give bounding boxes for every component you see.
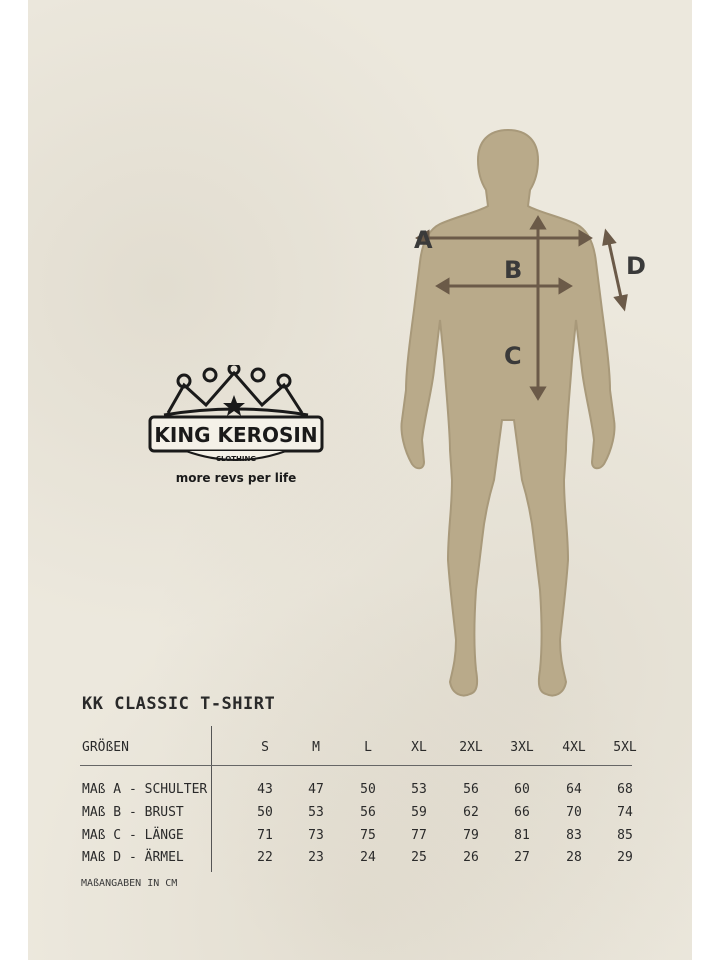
table-cell: 29 bbox=[617, 850, 633, 865]
size-header: 5XL bbox=[613, 740, 637, 755]
body-silhouette-diagram bbox=[388, 120, 628, 710]
table-header-row bbox=[78, 740, 638, 760]
arrow-d-sleeve bbox=[608, 238, 622, 302]
table-cell: 66 bbox=[514, 805, 530, 820]
table-cell: 50 bbox=[360, 782, 376, 797]
table-cell: 71 bbox=[257, 828, 273, 843]
table-cell: 43 bbox=[257, 782, 273, 797]
table-cell: 27 bbox=[514, 850, 530, 865]
table-row bbox=[78, 828, 638, 848]
table-cell: 79 bbox=[463, 828, 479, 843]
table-cell: 68 bbox=[617, 782, 633, 797]
diagram-label-b: B bbox=[504, 256, 523, 284]
brand-tagline: more revs per life bbox=[175, 471, 297, 485]
table-cell: 81 bbox=[514, 828, 530, 843]
row-label: MAß C - LÄNGE bbox=[82, 828, 184, 843]
diagram-label-c: C bbox=[504, 342, 522, 370]
size-header: 3XL bbox=[510, 740, 534, 755]
table-cell: 83 bbox=[566, 828, 582, 843]
size-header: XL bbox=[411, 740, 427, 755]
table-cell: 77 bbox=[411, 828, 427, 843]
size-header: 4XL bbox=[562, 740, 586, 755]
table-cell: 22 bbox=[257, 850, 273, 865]
logo-wordmark: KING KEROSIN bbox=[154, 423, 318, 447]
table-cell: 25 bbox=[411, 850, 427, 865]
table-row bbox=[78, 850, 638, 870]
table-cell: 56 bbox=[360, 805, 376, 820]
table-cell: 53 bbox=[411, 782, 427, 797]
table-cell: 47 bbox=[308, 782, 324, 797]
logo-sub: CLOTHING bbox=[215, 455, 257, 463]
arrow-d-bottom-head bbox=[616, 296, 626, 308]
table-cell: 59 bbox=[411, 805, 427, 820]
table-cell: 62 bbox=[463, 805, 479, 820]
brand-logo bbox=[146, 365, 326, 495]
row-label: MAß A - SCHULTER bbox=[82, 782, 208, 797]
table-cell: 73 bbox=[308, 828, 324, 843]
table-cell: 28 bbox=[566, 850, 582, 865]
table-cell: 26 bbox=[463, 850, 479, 865]
table-cell: 56 bbox=[463, 782, 479, 797]
size-header: S bbox=[261, 740, 269, 755]
table-cell: 60 bbox=[514, 782, 530, 797]
size-header: M bbox=[312, 740, 320, 755]
header-label-sizes: GRÖßEN bbox=[82, 740, 129, 755]
table-header-divider bbox=[80, 765, 632, 766]
table-cell: 50 bbox=[257, 805, 273, 820]
table-cell: 23 bbox=[308, 850, 324, 865]
diagram-label-d: D bbox=[626, 252, 646, 280]
size-header: L bbox=[364, 740, 372, 755]
table-cell: 85 bbox=[617, 828, 633, 843]
product-title: KK CLASSIC T-SHIRT bbox=[82, 694, 276, 714]
table-cell: 53 bbox=[308, 805, 324, 820]
size-chart-page bbox=[28, 0, 692, 960]
size-header: 2XL bbox=[459, 740, 483, 755]
table-row bbox=[78, 782, 638, 802]
row-label: MAß D - ÄRMEL bbox=[82, 850, 184, 865]
diagram-label-a: A bbox=[414, 226, 433, 254]
body-silhouette bbox=[401, 130, 614, 696]
measurement-footnote: MAßANGABEN IN CM bbox=[81, 878, 178, 889]
table-cell: 70 bbox=[566, 805, 582, 820]
table-cell: 64 bbox=[566, 782, 582, 797]
crown-logo-graphic bbox=[146, 365, 326, 465]
arrow-d-top-head bbox=[604, 232, 614, 244]
table-cell: 75 bbox=[360, 828, 376, 843]
table-cell: 74 bbox=[617, 805, 633, 820]
row-label: MAß B - BRUST bbox=[82, 805, 184, 820]
table-row bbox=[78, 805, 638, 825]
table-cell: 24 bbox=[360, 850, 376, 865]
